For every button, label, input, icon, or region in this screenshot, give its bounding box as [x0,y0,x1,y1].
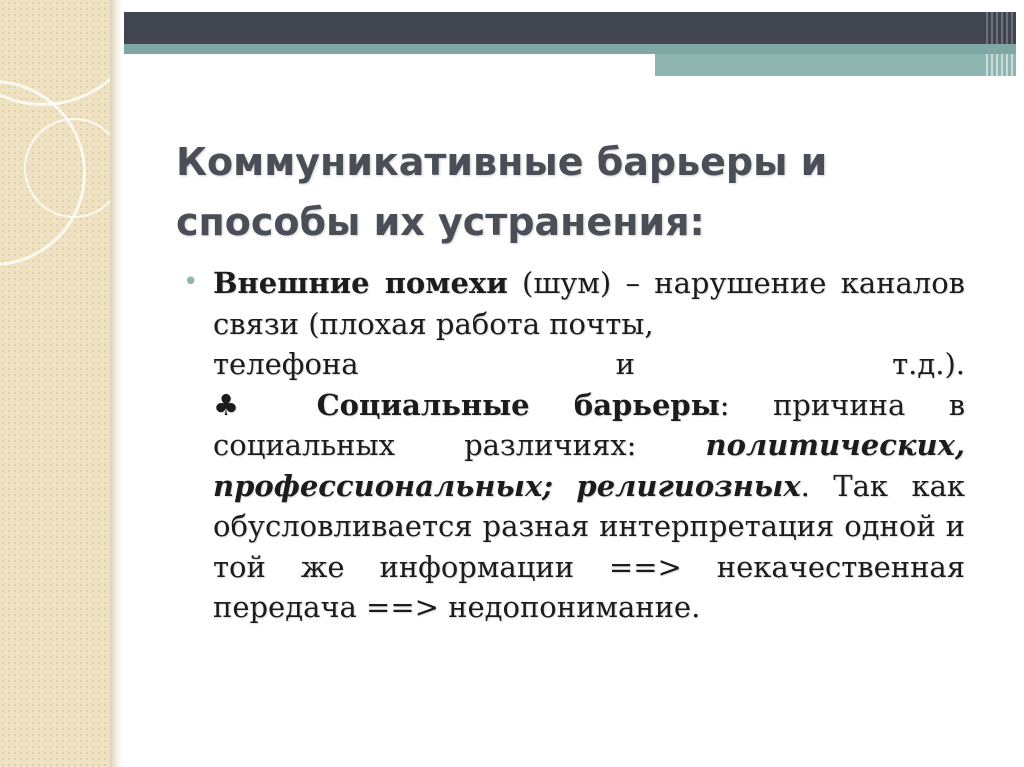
social-barriers-text: : причина в социальных различиях: [213,387,966,462]
club-icon: ♣ [213,387,274,422]
social-barriers-term: Социальные барьеры [316,387,720,422]
religious-term: религиозных [576,468,801,503]
bullet-icon: • [183,267,199,297]
header-stripes [986,12,1016,44]
slide-title-line-2: способы их устранения: [176,200,705,244]
header-accent-bar-secondary [655,54,1016,76]
religious-period: . [800,468,810,503]
professional-term: профессиональных; [213,468,553,503]
header-accent-bar [124,44,1016,54]
word-telephone: телефона [213,347,359,381]
political-term: политических, [705,428,965,462]
external-barriers-term: Внешние помехи [213,266,508,300]
slide-title-line-1: Коммуникативные барьеры и [176,140,828,184]
external-barriers-text: (шум) – нарушение каналов связи (плохая работа почты, [213,266,965,341]
word-and: и [615,347,636,381]
external-barriers-line-end [213,344,965,385]
decorative-left-band [0,0,112,767]
slide-body-text [213,263,965,628]
left-band-edge [110,0,122,767]
conclusion-text: Так как обусловливается разная интерпретация одной и той же информации ==> некачественная передача ==> недопонимание. [213,468,966,624]
accent-stripes [986,54,1016,76]
header-bar [124,12,1016,44]
slide-title [176,132,976,252]
word-etc: т.д.). [892,347,965,381]
